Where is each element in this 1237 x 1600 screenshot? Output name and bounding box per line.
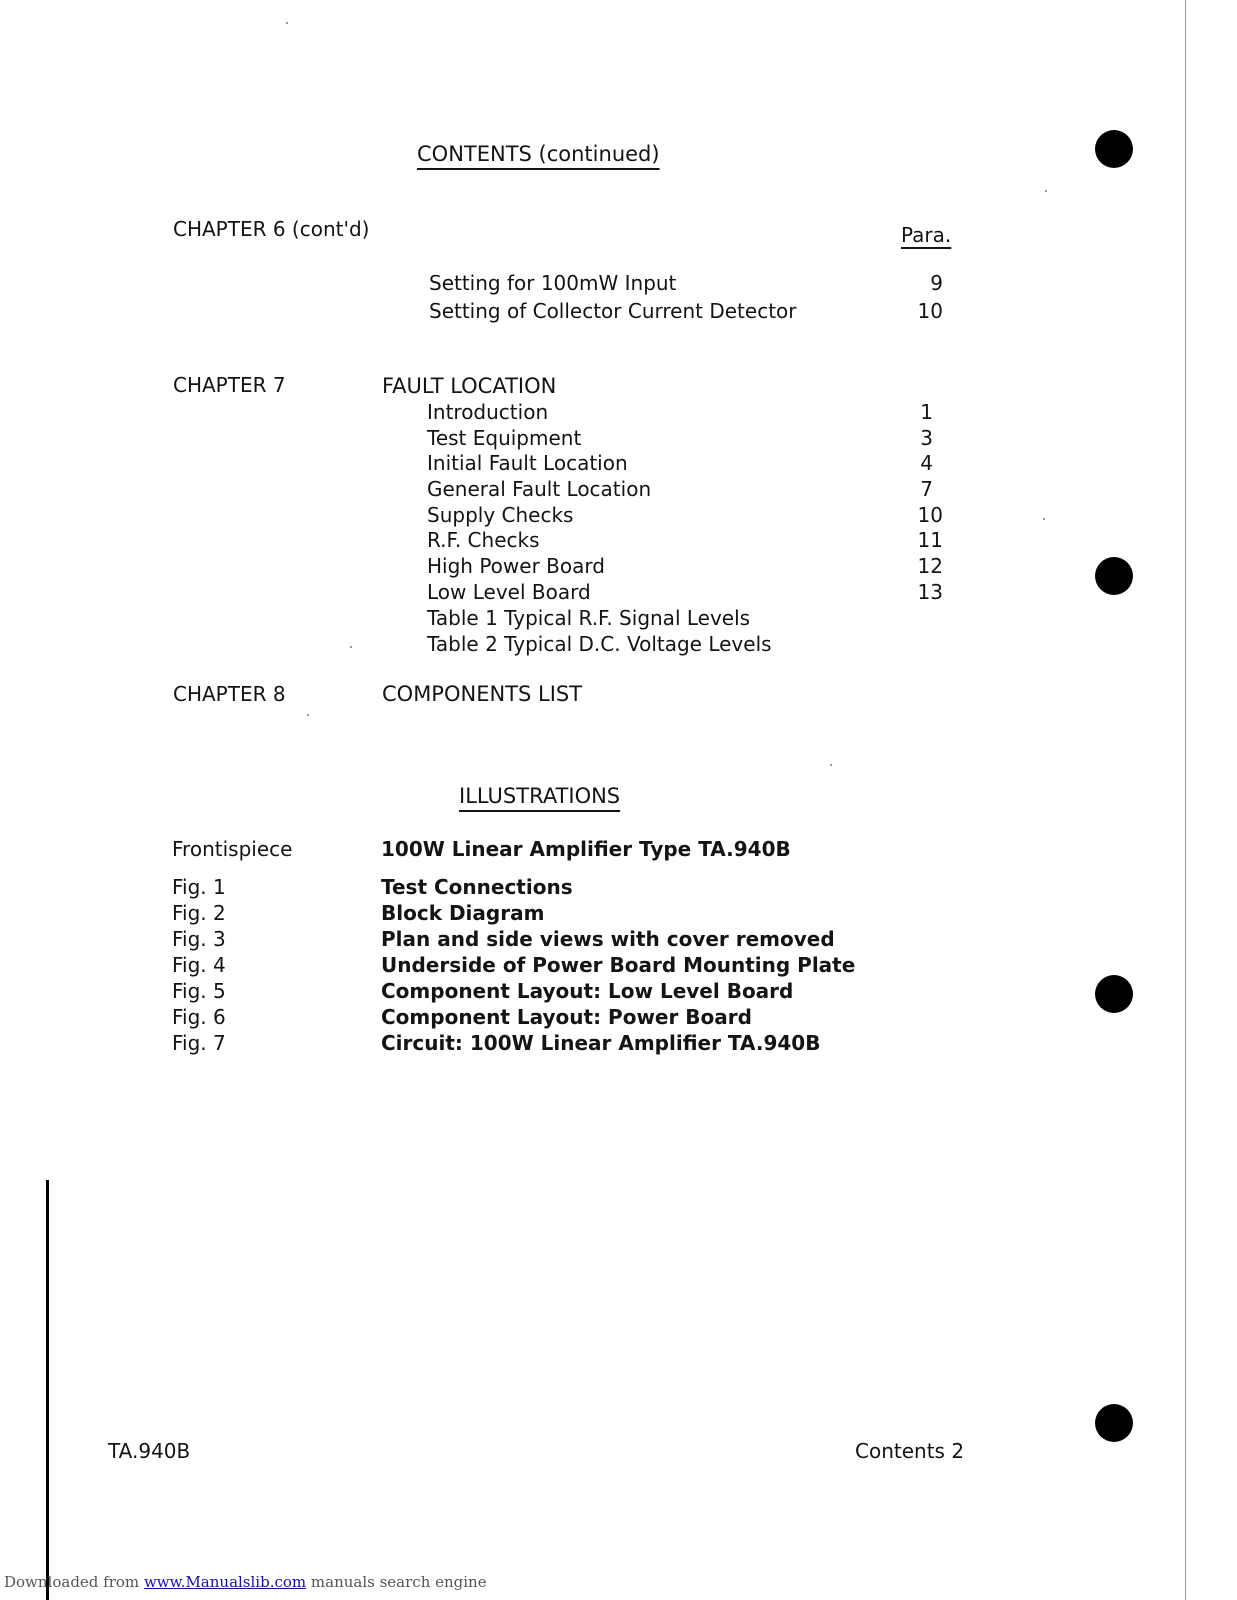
figure-title: Test Connections [381,875,573,899]
figure-title: Component Layout: Low Level Board [381,979,794,1003]
chapter-8-label: CHAPTER 8 [173,682,286,706]
scan-speck [830,764,832,766]
manualslib-link[interactable]: www.Manualslib.com [143,1573,307,1591]
figure-title: Component Layout: Power Board [381,1005,752,1029]
figure-label: Fig. 6 [172,1005,226,1029]
toc-entry-title: Table 2 Typical D.C. Voltage Levels [427,632,772,656]
toc-entry-para: 9 [930,271,943,295]
toc-entry-title: General Fault Location [427,477,652,501]
toc-entry-title: Table 1 Typical R.F. Signal Levels [427,606,751,630]
frontispiece-label: Frontispiece [172,837,293,861]
toc-entry-para: 13 [917,580,943,604]
toc-entry-para: 1 [920,400,933,424]
figure-label: Fig. 7 [172,1031,226,1055]
figure-title: Circuit: 100W Linear Amplifier TA.940B [381,1031,821,1055]
punch-hole-3 [1095,975,1133,1013]
punch-hole-2 [1095,557,1133,595]
page-edge-line [1185,0,1186,1600]
toc-entry-title: Setting of Collector Current Detector [429,299,797,323]
footer-page-number: Contents 2 [855,1439,965,1463]
download-suffix: manuals search engine [310,1573,487,1591]
figure-title: Plan and side views with cover removed [381,927,835,951]
punch-hole-4 [1095,1404,1133,1442]
scan-speck [286,22,288,24]
toc-entry-title: Test Equipment [427,426,582,450]
scan-speck [307,714,309,716]
binding-edge-line [46,1180,49,1600]
figure-label: Fig. 4 [172,953,226,977]
toc-entry-para: 3 [920,426,933,450]
chapter-6-label: CHAPTER 6 (cont'd) [173,217,370,241]
toc-entry-title: Initial Fault Location [427,451,628,475]
scan-speck [1045,190,1047,192]
illustrations-heading: ILLUSTRATIONS [459,784,621,808]
download-attribution [4,1573,487,1591]
chapter-7-title: FAULT LOCATION [382,374,557,398]
toc-entry-title: R.F. Checks [427,528,540,552]
para-column-header: Para. [901,223,952,247]
toc-entry-para: 4 [920,451,933,475]
scan-speck [1043,518,1045,520]
toc-entry-title: High Power Board [427,554,605,578]
punch-hole-1 [1095,130,1133,168]
frontispiece-title: 100W Linear Amplifier Type TA.940B [381,837,791,861]
chapter-7-label: CHAPTER 7 [173,373,286,397]
toc-entry-para: 11 [917,528,943,552]
toc-entry-title: Supply Checks [427,503,574,527]
toc-entry-title: Setting for 100mW Input [429,271,677,295]
toc-entry-title: Introduction [427,400,549,424]
figure-label: Fig. 2 [172,901,226,925]
figure-title: Block Diagram [381,901,545,925]
footer-model-number: TA.940B [108,1439,191,1463]
chapter-8-title: COMPONENTS LIST [382,682,583,706]
contents-heading: CONTENTS (continued) [417,142,660,166]
toc-entry-para: 10 [917,503,943,527]
toc-entry-para: 10 [917,299,943,323]
figure-label: Fig. 3 [172,927,226,951]
scan-speck [350,646,352,648]
figure-label: Fig. 5 [172,979,226,1003]
toc-entry-title: Low Level Board [427,580,591,604]
download-prefix: Downloaded from [4,1573,140,1591]
toc-entry-para: 12 [917,554,943,578]
figure-label: Fig. 1 [172,875,226,899]
toc-entry-para: 7 [920,477,933,501]
figure-title: Underside of Power Board Mounting Plate [381,953,856,977]
